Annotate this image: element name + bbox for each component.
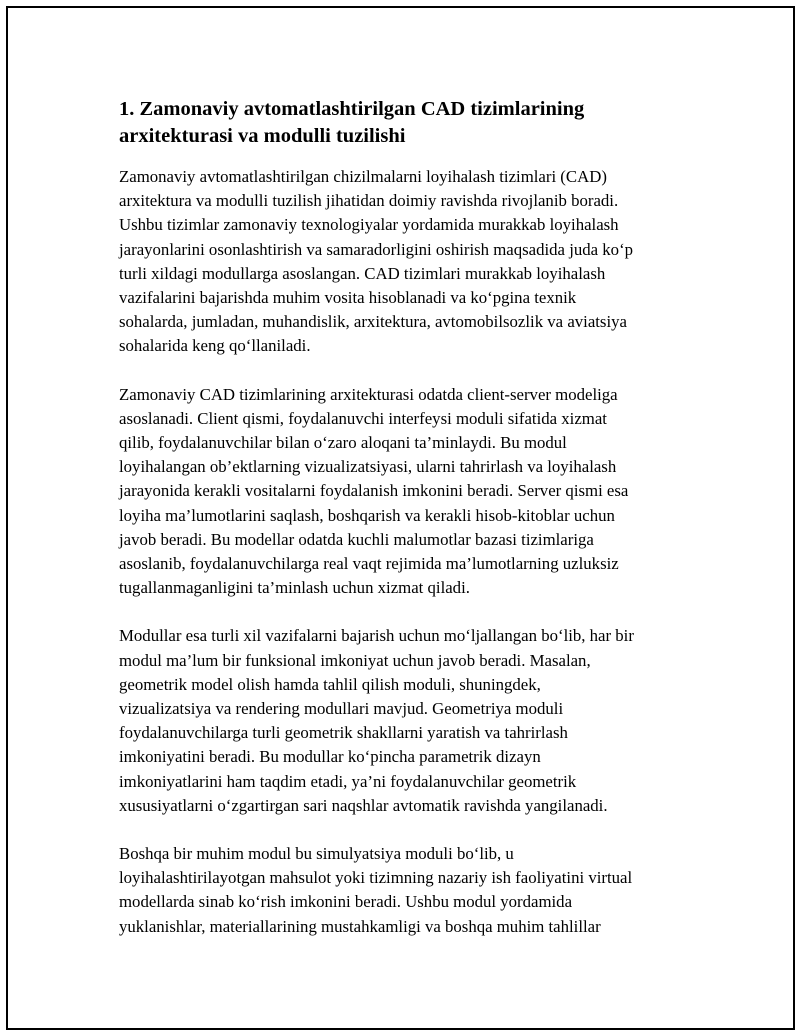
text-line: vizualizatsiya va rendering modullari mavjud. Geometriya moduli bbox=[119, 699, 564, 719]
text-line: imkoniyatini beradi. Bu modullar ko‘pincha parametrik dizayn bbox=[119, 747, 541, 767]
text-line: Boshqa bir muhim modul bu simulyatsiya moduli bo‘lib, u bbox=[119, 844, 514, 864]
text-line: sohalarda, jumladan, muhandislik, arxitektura, avtomobilsozlik va aviatsiya bbox=[119, 312, 627, 332]
paragraph-3 bbox=[119, 624, 704, 818]
paragraph-1 bbox=[119, 165, 704, 359]
text-line: modul ma’lum bir funksional imkoniyat uchun javob beradi. Masalan, bbox=[119, 650, 591, 670]
text-line: geometrik model olish hamda tahlil qilish moduli, shuningdek, bbox=[119, 674, 541, 694]
text-line: Ushbu tizimlar zamonaviy texnologiyalar yordamida murakkab loyihalash bbox=[119, 215, 619, 235]
text-line: qilib, foydalanuvchilar bilan o‘zaro aloqani ta’minlaydi. Bu modul bbox=[119, 433, 567, 453]
text-line: loyihalangan ob’ektlarning vizualizatsiyasi, ularni tahrirlash va loyihalash bbox=[119, 457, 617, 477]
text-line: Modullar esa turli xil vazifalarni bajarish uchun mo‘ljallangan bo‘lib, har bir bbox=[119, 626, 634, 646]
paragraph-2 bbox=[119, 383, 704, 601]
text-line: sohalarida keng qo‘llaniladi. bbox=[119, 336, 311, 356]
text-line: asoslanib, foydalanuvchilarga real vaqt rejimida ma’lumotlarning uzluksiz bbox=[119, 554, 619, 574]
section-heading bbox=[119, 96, 704, 150]
text-line: loyihalashtirilayotgan mahsulot yoki tizimning nazariy ish faoliyatini virtual bbox=[119, 868, 633, 888]
text-line: vazifalarini bajarishda muhim vosita hisoblanadi va ko‘pgina texnik bbox=[119, 288, 577, 308]
text-line: asoslanadi. Client qismi, foydalanuvchi interfeysi moduli sifatida xizmat bbox=[119, 408, 607, 428]
text-line: arxitektura va modulli tuzilish jihatidan doimiy ravishda rivojlanib boradi. bbox=[119, 191, 619, 211]
text-line: modellarda sinab ko‘rish imkonini beradi. Ushbu modul yordamida bbox=[119, 892, 573, 912]
text-line: jarayonida kerakli vositalarni foydalanish imkonini beradi. Server qismi esa bbox=[119, 481, 629, 501]
text-line: loyiha ma’lumotlarini saqlash, boshqarish va kerakli hisob-kitoblar uchun bbox=[119, 505, 615, 525]
text-line: yuklanishlar, materiallarining mustahkamligi va boshqa muhim tahlillar bbox=[119, 916, 601, 936]
text-line: foydalanuvchilarga turli geometrik shakllarni yaratish va tahrirlash bbox=[119, 723, 568, 743]
text-line: Zamonaviy avtomatlashtirilgan chizilmalarni loyihalash tizimlari (CAD) bbox=[119, 167, 607, 186]
page-frame bbox=[6, 6, 795, 1030]
text-line: xususiyatlarni o‘zgartirgan sari naqshlar avtomatik ravishda yangilanadi. bbox=[119, 795, 608, 815]
text-line: javob beradi. Bu modellar odatda kuchli malumotlar bazasi tizimlariga bbox=[119, 529, 594, 549]
heading-line: arxitekturasi va modulli tuzilishi bbox=[119, 125, 406, 147]
text-line: jarayonlarini osonlashtirish va samaradorligini oshirish maqsadida juda ko‘p bbox=[119, 239, 634, 259]
text-line: Zamonaviy CAD tizimlarining arxitekturasi odatda client-server modeliga bbox=[119, 384, 618, 404]
text-line: turli xildagi modullarga asoslangan. CAD tizimlari murakkab loyihalash bbox=[119, 263, 606, 283]
text-line: tugallanmaganligini ta’minlash uchun xizmat qiladi. bbox=[119, 578, 470, 598]
text-line: imkoniyatlarini ham taqdim etadi, ya’ni foydalanuvchilar geometrik bbox=[119, 771, 577, 791]
paragraph-4 bbox=[119, 842, 704, 939]
document-body bbox=[119, 96, 704, 963]
heading-line: 1. Zamonaviy avtomatlashtirilgan CAD tizimlarining bbox=[119, 98, 585, 120]
